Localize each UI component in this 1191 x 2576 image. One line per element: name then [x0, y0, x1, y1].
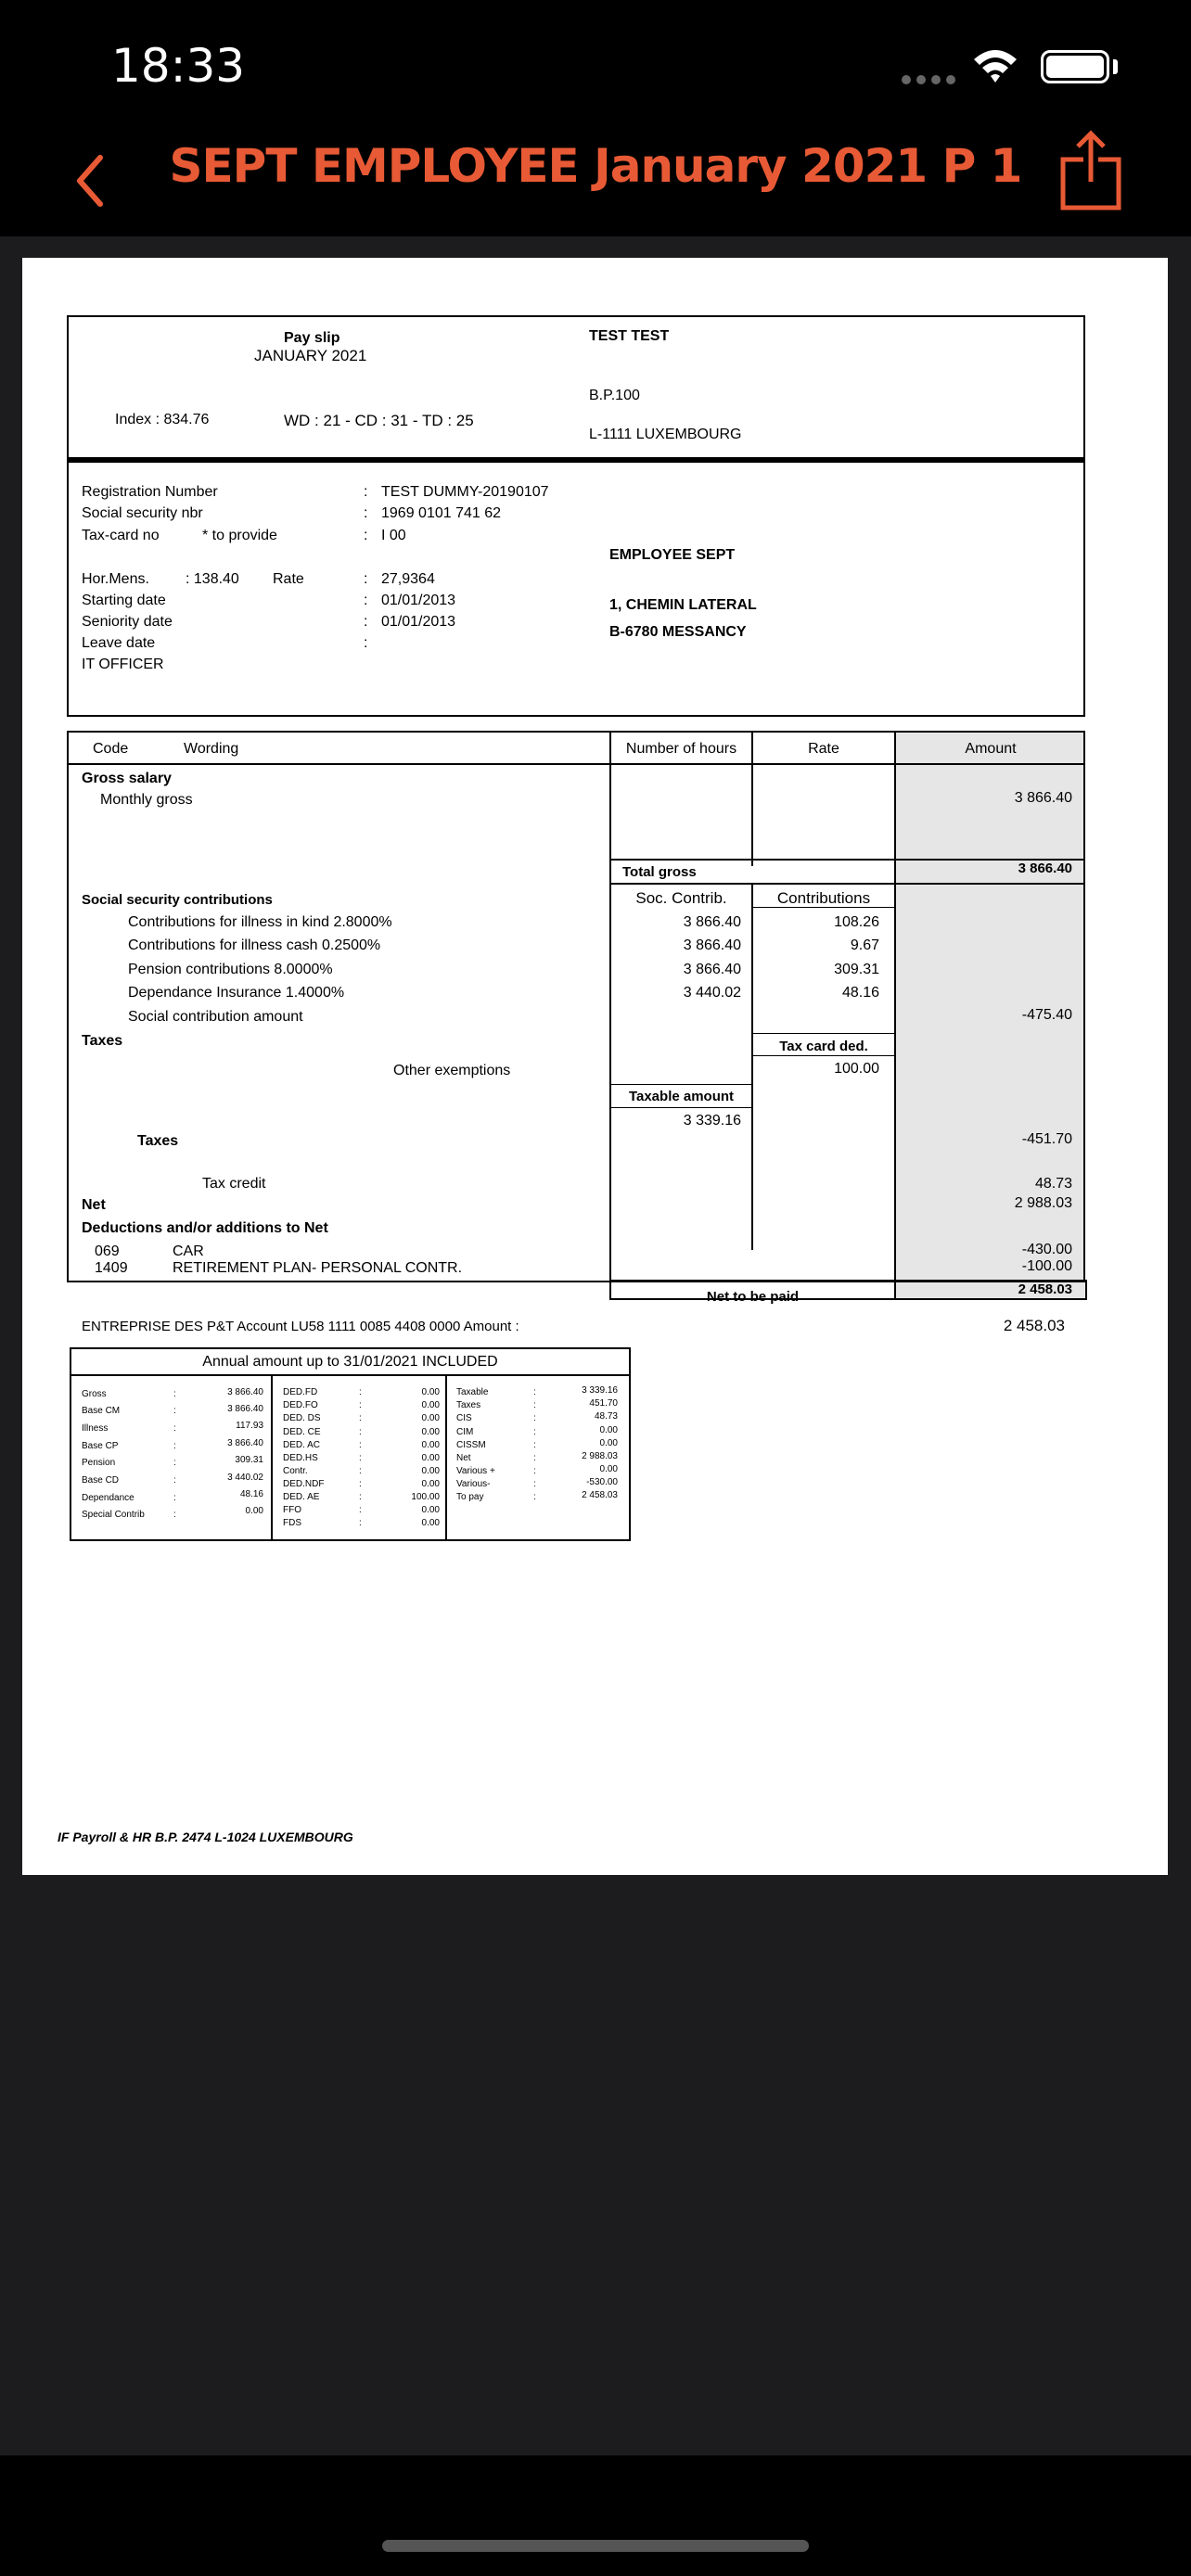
- contrib-label: Contributions for illness cash 0.2500%: [128, 937, 381, 953]
- annual-value: 100.00: [411, 1492, 440, 1502]
- employee-street: 1, CHEMIN LATERAL: [609, 597, 757, 613]
- annual-value: 3 339.16: [582, 1385, 618, 1396]
- soc-contrib-heading: Soc. Contrib.: [635, 889, 727, 907]
- starting-date: 01/01/2013: [381, 593, 456, 608]
- annual-value: 48.16: [239, 1489, 263, 1499]
- annual-value: 0.00: [421, 1518, 440, 1528]
- annual-label: DED.FO: [283, 1400, 318, 1410]
- hor-mens-value: : 138.40: [186, 571, 239, 587]
- deduction-code: 069: [95, 1243, 120, 1259]
- company-city: L-1111 LUXEMBOURG: [589, 427, 742, 442]
- annual-label: DED.HS: [283, 1453, 318, 1463]
- wifi-icon: [972, 46, 1018, 85]
- index-value: Index : 834.76: [115, 412, 210, 427]
- contributions-heading: Contributions: [776, 889, 871, 907]
- annual-value: 0.00: [421, 1387, 440, 1397]
- navigation-bar: [0, 130, 1191, 236]
- annual-label: DED. AE: [283, 1492, 320, 1502]
- col-hours: Number of hours: [625, 741, 737, 757]
- annual-label: FFO: [283, 1505, 301, 1515]
- signal-icon: [902, 72, 961, 89]
- taxable-amount-value: 3 339.16: [683, 1113, 741, 1129]
- battery-cap: [1113, 59, 1118, 74]
- gross-salary-heading: Gross salary: [82, 771, 172, 786]
- total-gross-label: Total gross: [622, 864, 697, 880]
- deduction-label: CAR: [173, 1243, 204, 1259]
- page-footer: IF Payroll & HR B.P. 2474 L-1024 LUXEMBOURG: [58, 1830, 353, 1844]
- col-rate: Rate: [808, 741, 839, 757]
- employee-name: EMPLOYEE SEPT: [609, 547, 736, 563]
- annual-label: Various +: [456, 1466, 495, 1476]
- slip-month: JANUARY 2021: [254, 347, 367, 364]
- contrib-label: Contributions for illness in kind 2.8000%: [128, 914, 392, 930]
- document-title: SEPT EMPLOYEE January 2021 P 1: [169, 139, 1022, 193]
- total-gross-amount: 3 866.40: [1018, 861, 1072, 876]
- tax-card-ded-heading: Tax card ded.: [779, 1039, 868, 1054]
- annual-label: To pay: [456, 1492, 484, 1502]
- home-indicator[interactable]: [382, 2540, 809, 2552]
- tax-card-note: * to provide: [202, 528, 277, 543]
- tax-credit-amount: 48.73: [1034, 1176, 1072, 1192]
- col-amount: Amount: [965, 741, 1017, 757]
- taxes-amount: -451.70: [1021, 1131, 1072, 1147]
- annual-label: Various-: [456, 1479, 491, 1489]
- annual-label: DED. AC: [283, 1440, 321, 1450]
- social-security-nbr: 1969 0101 741 62: [381, 505, 502, 521]
- annual-label: Base CD: [82, 1475, 120, 1486]
- tax-credit-label: Tax credit: [202, 1176, 266, 1192]
- annual-label: Base CM: [82, 1406, 121, 1416]
- contrib-value: 309.31: [834, 962, 879, 977]
- annual-label: DED. DS: [283, 1413, 321, 1423]
- annual-value: 0.00: [421, 1413, 440, 1423]
- col-wording: Wording: [184, 741, 239, 757]
- annual-value: 3 866.40: [227, 1387, 263, 1397]
- info-label-1: Registration Number: [82, 484, 218, 500]
- deduction-amount: -430.00: [1021, 1242, 1072, 1257]
- info-label-starting: Starting date: [82, 593, 166, 608]
- company-name: TEST TEST: [589, 328, 670, 344]
- annual-value: 3 866.40: [227, 1404, 263, 1414]
- annual-label: CIM: [456, 1427, 474, 1437]
- taxes-subheading: Taxes: [137, 1133, 179, 1149]
- home-indicator-area: [0, 2455, 1191, 2576]
- status-time: 18:33: [111, 39, 246, 93]
- annual-value: -530.00: [586, 1477, 618, 1487]
- tax-card-no: I 00: [381, 528, 406, 543]
- annual-label: CIS: [456, 1413, 472, 1423]
- annual-label: Dependance: [82, 1493, 134, 1503]
- deduction-label: RETIREMENT PLAN- PERSONAL CONTR.: [173, 1260, 463, 1276]
- monthly-gross-label: Monthly gross: [100, 792, 193, 808]
- contrib-base: 3 440.02: [683, 985, 741, 1001]
- payslip-page: Pay slip JANUARY 2021 Index : 834.76 WD : 21 - CD : 31 - TD : 25 TEST TEST B.P.100 L-1111 LUXEMBOURG Registration Number Social security nbr Tax-card no * to provide : : : TEST DUMMY-20190107 1969 0101 741 62 I 00 Hor.Mens. : 138.40 Rate Starting date Seniority date Leave date IT OFFICER : : : : 27,9364 01/01/2013 01/01/2013 EMPLOYEE SEPT 1, CHEMIN LATERAL B-6780 MESSANCY Code Wording Number of hours Rate Amount Gross salary Monthly gross 3 866.40 Total gross 3 866.40 Social security contributions Soc. Contrib. Contributions Contributions for illness in kind 2.8000% 3 866.40 108.26 Contributions for illness cash 0.2500% 3 866.40 9.67 Pension contributions 8.0000% 3 866.40 309.31 Dependance Insurance 1.4000% 3 440.02 48.16 Social contribution amount -475.40 Taxes Tax card ded. 100.00 Other exemptions Taxable amount 3 339.16 Taxes -451.70 Tax credit 48.73 Net 2 988.03 Deductions and/or additions to Net 069 CAR -430.00 1409 RETIREMENT PLAN- PERSONAL CONTR. -100.00 Net to be paid 2 458.03 ENTREPRISE DES P&T Account LU58 1111 0085 4408 0000 Amount : 2 458.03 Annual amount up to 31/01/2021 INCLUDED Gross : 3 866.40 Base CM : 3 866.40 Illness : 117.93 Base CP : 3 866.40 Pension : 309.31 Base CD : 3 440.02 Dependance : 48.16 Special Contrib : 0.00 DED.FD : 0.00 DED.FO : 0.00 DED. DS : 0.00 DED. CE : 0.00 DED. AC : 0.00 DED.HS : 0.00 Contr. : 0.00 DED.NDF : 0.00 DED. AE : 100.00 FFO : 0.00 FDS : 0.00 Taxable : 3 339.16 Taxes : 451.70 CIS : 48.73 CIM : 0.00 CISSM : 0.00 Net : 2 988.03 Various + : 0.00 Various- : -530.00 To pay : 2 458.03 IF Payroll & HR B.P. 2474 L-1024 LUXEMBOURG: [22, 258, 1168, 1875]
- annual-label: DED.NDF: [283, 1479, 325, 1489]
- deductions-heading: Deductions and/or additions to Net: [82, 1220, 328, 1236]
- deduction-amount: -100.00: [1021, 1258, 1072, 1274]
- annual-value: 0.00: [421, 1479, 440, 1489]
- seniority-date: 01/01/2013: [381, 614, 456, 630]
- monthly-gross-amount: 3 866.40: [1014, 790, 1072, 806]
- annual-value: 2 988.03: [582, 1451, 618, 1461]
- annual-value: 0.00: [599, 1425, 618, 1435]
- annual-value: 0.00: [421, 1400, 440, 1410]
- working-days: WD : 21 - CD : 31 - TD : 25: [284, 412, 474, 429]
- annual-title: Annual amount up to 31/01/2021 INCLUDED: [202, 1354, 498, 1370]
- bank-account-line: ENTREPRISE DES P&T Account LU58 1111 0085 4408 0000 Amount :: [82, 1319, 519, 1334]
- annual-value: 451.70: [589, 1398, 618, 1409]
- annual-label: Net: [456, 1453, 471, 1463]
- annual-label: CISSM: [456, 1440, 486, 1450]
- annual-value: 0.00: [421, 1427, 440, 1437]
- annual-label: Taxable: [456, 1387, 489, 1397]
- info-label-3: Tax-card no: [82, 528, 160, 543]
- annual-label: Pension: [82, 1458, 116, 1468]
- company-bp: B.P.100: [589, 388, 640, 403]
- contrib-label: Dependance Insurance 1.4000%: [128, 985, 345, 1001]
- annual-value: 3 866.40: [227, 1438, 263, 1448]
- bank-transfer-amount: 2 458.03: [1003, 1317, 1065, 1334]
- annual-label: DED.FD: [283, 1387, 318, 1397]
- annual-label: Illness: [82, 1423, 109, 1434]
- social-amount-label: Social contribution amount: [128, 1009, 303, 1025]
- annual-label: Gross: [82, 1389, 107, 1399]
- other-exemptions-label: Other exemptions: [393, 1063, 511, 1078]
- net-to-be-paid-label: Net to be paid: [706, 1289, 800, 1305]
- info-label-leave: Leave date: [82, 635, 156, 651]
- annual-value: 0.00: [599, 1464, 618, 1474]
- info-label-seniority: Seniority date: [82, 614, 173, 630]
- net-to-be-paid-amount: 2 458.03: [1018, 1282, 1072, 1297]
- slip-title: Pay slip: [284, 330, 340, 346]
- ssc-heading: Social security contributions: [82, 892, 273, 908]
- contrib-base: 3 866.40: [683, 914, 741, 930]
- employee-info-box: [67, 461, 1085, 717]
- annual-value: 0.00: [421, 1453, 440, 1463]
- annual-label: DED. CE: [283, 1427, 321, 1437]
- employee-city: B-6780 MESSANCY: [609, 624, 747, 640]
- battery-icon: [1041, 50, 1109, 83]
- annual-label: Taxes: [456, 1400, 481, 1410]
- deduction-code: 1409: [95, 1260, 128, 1276]
- contrib-base: 3 866.40: [683, 937, 741, 953]
- contrib-value: 9.67: [850, 937, 879, 953]
- annual-value: 0.00: [421, 1466, 440, 1476]
- job-title: IT OFFICER: [82, 657, 164, 672]
- header-box: [67, 315, 1085, 459]
- info-label-2: Social security nbr: [82, 505, 203, 521]
- net-label: Net: [82, 1197, 106, 1213]
- annual-value: 2 458.03: [582, 1490, 618, 1500]
- annual-label: Base CP: [82, 1441, 119, 1451]
- annual-label: FDS: [283, 1518, 301, 1528]
- annual-value: 3 440.02: [227, 1473, 263, 1483]
- status-bar: [0, 0, 1191, 130]
- share-icon[interactable]: [1057, 130, 1124, 213]
- contrib-label: Pension contributions 8.0000%: [128, 962, 333, 977]
- taxable-amount-heading: Taxable amount: [628, 1089, 735, 1104]
- annual-value: 309.31: [235, 1455, 263, 1465]
- net-amount: 2 988.03: [1014, 1195, 1072, 1211]
- annual-label: Contr.: [283, 1466, 308, 1476]
- col-code: Code: [93, 741, 129, 757]
- rate-label: Rate: [273, 571, 304, 587]
- annual-value: 0.00: [421, 1505, 440, 1515]
- annual-value: 0.00: [421, 1440, 440, 1450]
- hor-mens-label: Hor.Mens.: [82, 571, 149, 587]
- rate-value: 27,9364: [381, 571, 435, 587]
- social-amount: -475.40: [1021, 1007, 1072, 1023]
- annual-value: 0.00: [599, 1438, 618, 1448]
- annual-value: 48.73: [594, 1411, 618, 1422]
- taxes-heading: Taxes: [82, 1033, 123, 1049]
- contrib-value: 108.26: [834, 914, 879, 930]
- annual-value: 0.00: [245, 1506, 263, 1516]
- contrib-value: 48.16: [841, 985, 879, 1001]
- contrib-base: 3 866.40: [683, 962, 741, 977]
- tax-card-ded-value: 100.00: [834, 1061, 879, 1077]
- registration-number: TEST DUMMY-20190107: [381, 484, 549, 500]
- annual-label: Special Contrib: [82, 1510, 145, 1520]
- annual-value: 117.93: [236, 1421, 263, 1431]
